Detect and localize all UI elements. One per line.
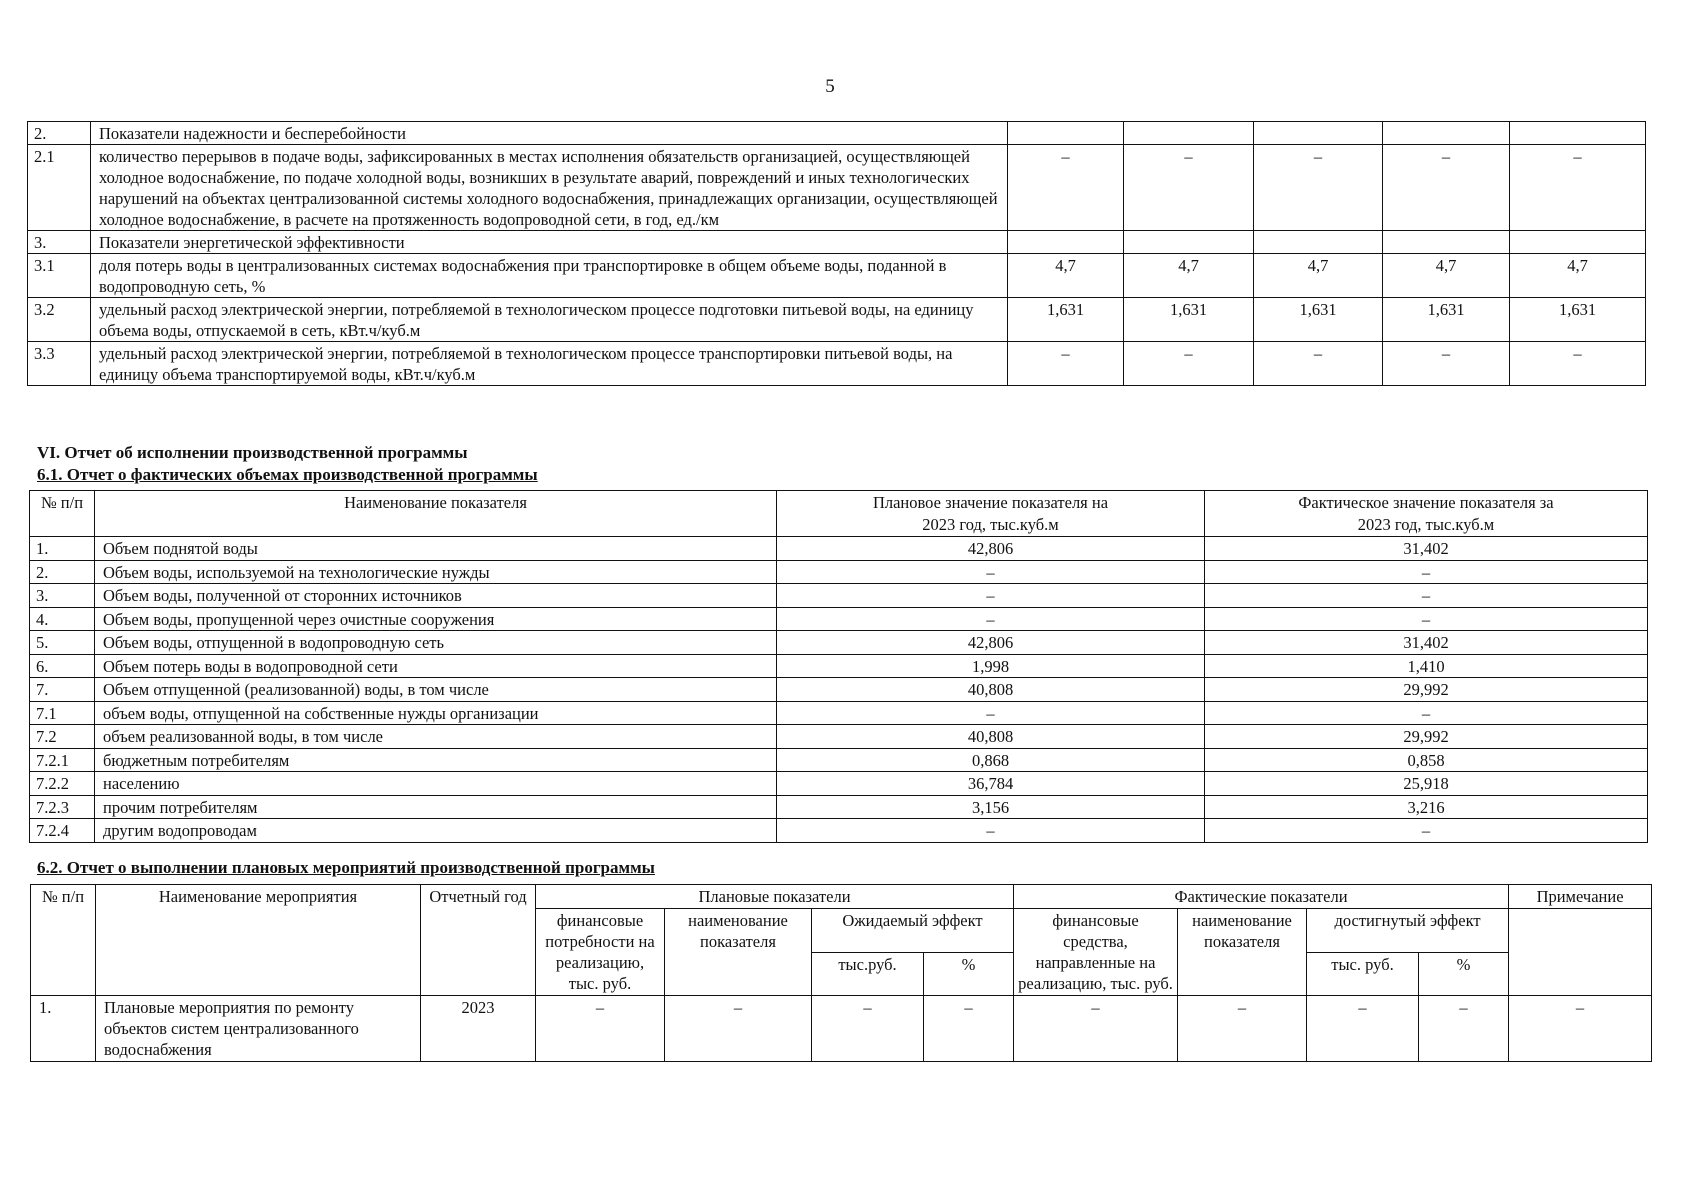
table-row [30, 631, 1648, 655]
table-row [30, 560, 1648, 584]
table-row [30, 537, 1648, 561]
header-num: № п/п [31, 885, 96, 996]
row-num: 7.2.4 [30, 819, 95, 843]
value-cell: – [1383, 342, 1510, 386]
header-fact-value: Фактическое значение показателя за 2023 год, тыс.куб.м [1205, 491, 1648, 537]
fact-value: – [1205, 607, 1648, 631]
row-num: 7.1 [30, 701, 95, 725]
header-note-empty [1509, 909, 1652, 996]
value-cell [1008, 122, 1124, 145]
row-name: Объем отпущенной (реализованной) воды, в том числе [95, 678, 777, 702]
value-cell: – [1124, 145, 1254, 231]
header-plan-rub: тыс.руб. [812, 952, 924, 996]
value-cell [1254, 231, 1383, 254]
table-row [28, 231, 1646, 254]
value-cell [1008, 231, 1124, 254]
table-row [30, 678, 1648, 702]
row-name: Объем воды, используемой на технологические нужды [95, 560, 777, 584]
value-cell [1124, 122, 1254, 145]
table-row [30, 725, 1648, 749]
fact-value: – [1205, 819, 1648, 843]
plan-value: 40,808 [777, 678, 1205, 702]
row-num: 5. [30, 631, 95, 655]
value-cell: – [1307, 996, 1419, 1062]
value-cell: – [1254, 342, 1383, 386]
table-row [31, 996, 1652, 1062]
row-name: Объем воды, полученной от сторонних источников [95, 584, 777, 608]
table-row [28, 254, 1646, 298]
row-num: 3.3 [28, 342, 91, 386]
row-name: прочим потребителям [95, 795, 777, 819]
value-cell: – [1008, 342, 1124, 386]
indicators-table [27, 121, 1646, 386]
fact-value: 29,992 [1205, 678, 1648, 702]
fact-value: 25,918 [1205, 772, 1648, 796]
value-cell: 1,631 [1124, 298, 1254, 342]
row-num: 7.2.3 [30, 795, 95, 819]
table-row [28, 145, 1646, 231]
plan-value: 0,868 [777, 748, 1205, 772]
row-num: 7.2.2 [30, 772, 95, 796]
value-cell: – [1124, 342, 1254, 386]
value-cell [1510, 122, 1646, 145]
header-fact-indicator: наименование показателя [1178, 909, 1307, 996]
header-fact-fin: финансовые средства, направленные на реализацию, тыс. руб. [1014, 909, 1178, 996]
fact-value: 31,402 [1205, 537, 1648, 561]
value-cell: – [1509, 996, 1652, 1062]
row-name: Объем поднятой воды [95, 537, 777, 561]
plan-value: 1,998 [777, 654, 1205, 678]
report-year: 2023 [421, 996, 536, 1062]
value-cell: – [1419, 996, 1509, 1062]
row-num: 7.2 [30, 725, 95, 749]
plan-value: – [777, 584, 1205, 608]
row-name: удельный расход электрической энергии, потребляемой в технологическом процессе подготовки питьевой воды, на единицу объема воды, отпускаемой в сеть, кВт.ч/куб.м [91, 298, 1008, 342]
value-cell: 4,7 [1510, 254, 1646, 298]
header-year: Отчетный год [421, 885, 536, 996]
page-number: 5 [825, 76, 835, 97]
table-row [28, 298, 1646, 342]
row-name: удельный расход электрической энергии, потребляемой в технологическом процессе транспортировки питьевой воды, на единицу объема транспортируемой воды, кВт.ч/куб.м [91, 342, 1008, 386]
value-cell: – [1510, 145, 1646, 231]
row-num: 6. [30, 654, 95, 678]
value-cell: 4,7 [1008, 254, 1124, 298]
header-num: № п/п [30, 491, 95, 537]
value-cell: 4,7 [1383, 254, 1510, 298]
value-cell [1254, 122, 1383, 145]
header-activity-name: Наименование мероприятия [96, 885, 421, 996]
fact-value: 0,858 [1205, 748, 1648, 772]
row-num: 3. [28, 231, 91, 254]
value-cell: 1,631 [1254, 298, 1383, 342]
table-row [30, 701, 1648, 725]
table-row [30, 584, 1648, 608]
row-num: 1. [31, 996, 96, 1062]
row-name: доля потерь воды в централизованных системах водоснабжения при транспортировке в общем объеме воды, поданной в водопроводную сеть, % [91, 254, 1008, 298]
row-name: населению [95, 772, 777, 796]
plan-value: – [777, 819, 1205, 843]
row-name: бюджетным потребителям [95, 748, 777, 772]
header-fact-effect: достигнутый эффект [1307, 909, 1509, 953]
value-cell [1383, 122, 1510, 145]
value-cell [1124, 231, 1254, 254]
header-indicator-name: Наименование показателя [95, 491, 777, 537]
activity-name: Плановые мероприятия по ремонту объектов систем централизованного водоснабжения [96, 996, 421, 1062]
plan-value: 36,784 [777, 772, 1205, 796]
row-num: 7.2.1 [30, 748, 95, 772]
plan-value: – [777, 607, 1205, 631]
value-cell: 1,631 [1008, 298, 1124, 342]
row-num: 3.2 [28, 298, 91, 342]
value-cell: – [924, 996, 1014, 1062]
table-row [30, 772, 1648, 796]
table-row [30, 748, 1648, 772]
fact-value: – [1205, 701, 1648, 725]
plan-value: 42,806 [777, 631, 1205, 655]
header-plan-pct: % [924, 952, 1014, 996]
row-name: Объем воды, отпущенной в водопроводную сеть [95, 631, 777, 655]
header-plan-value: Плановое значение показателя на 2023 год, тыс.куб.м [777, 491, 1205, 537]
value-cell: – [1008, 145, 1124, 231]
row-num: 1. [30, 537, 95, 561]
value-cell [1383, 231, 1510, 254]
row-name: объем воды, отпущенной на собственные нужды организации [95, 701, 777, 725]
fact-value: – [1205, 560, 1648, 584]
row-name: Объем воды, пропущенной через очистные сооружения [95, 607, 777, 631]
fact-value: 1,410 [1205, 654, 1648, 678]
header-plan-effect: Ожидаемый эффект [812, 909, 1014, 953]
header-fact-pct: % [1419, 952, 1509, 996]
table-row [28, 342, 1646, 386]
section-6-title: VI. Отчет об исполнении производственной программы [37, 443, 468, 462]
header-note: Примечание [1509, 885, 1652, 909]
activities-table [30, 884, 1652, 1062]
fact-value: – [1205, 584, 1648, 608]
table-row [30, 607, 1648, 631]
volumes-table [29, 490, 1648, 843]
table-row [30, 654, 1648, 678]
table-row [28, 122, 1646, 145]
row-num: 3. [30, 584, 95, 608]
plan-value: 42,806 [777, 537, 1205, 561]
value-cell: 4,7 [1124, 254, 1254, 298]
plan-value: – [777, 701, 1205, 725]
value-cell: – [536, 996, 665, 1062]
value-cell: – [1254, 145, 1383, 231]
value-cell: – [1383, 145, 1510, 231]
row-num: 3.1 [28, 254, 91, 298]
table-row [30, 795, 1648, 819]
header-plan-indicator: наименование показателя [665, 909, 812, 996]
row-num: 2.1 [28, 145, 91, 231]
value-cell: 4,7 [1254, 254, 1383, 298]
value-cell: 1,631 [1510, 298, 1646, 342]
table-row [30, 819, 1648, 843]
row-num: 2. [30, 560, 95, 584]
value-cell: – [1014, 996, 1178, 1062]
section-6-2-title: 6.2. Отчет о выполнении плановых мероприятий производственной программы [37, 858, 655, 877]
row-name: Показатели энергетической эффективности [91, 231, 1008, 254]
plan-value: 3,156 [777, 795, 1205, 819]
value-cell: 1,631 [1383, 298, 1510, 342]
row-name: объем реализованной воды, в том числе [95, 725, 777, 749]
fact-value: 31,402 [1205, 631, 1648, 655]
row-name: количество перерывов в подаче воды, зафиксированных в местах исполнения обязательств организацией, осуществляющей холодное водоснабжение, по подаче холодной воды, возникших в результате аварий, повреждений и иных технологических нарушений на объектах централизованной системы холодного водоснабжения, принадлежащих организации, осуществляющей холодное водоснабжение, в расчете на протяженность водопроводной сети, в год, ед./км [91, 145, 1008, 231]
header-fact-group: Фактические показатели [1014, 885, 1509, 909]
header-plan-group: Плановые показатели [536, 885, 1014, 909]
row-name: Показатели надежности и бесперебойности [91, 122, 1008, 145]
row-num: 7. [30, 678, 95, 702]
plan-value: 40,808 [777, 725, 1205, 749]
row-num: 4. [30, 607, 95, 631]
value-cell: – [1510, 342, 1646, 386]
fact-value: 29,992 [1205, 725, 1648, 749]
value-cell [1510, 231, 1646, 254]
row-name: другим водопроводам [95, 819, 777, 843]
section-6-1-title: 6.1. Отчет о фактических объемах производственной программы [37, 465, 538, 484]
value-cell: – [1178, 996, 1307, 1062]
header-fact-rub: тыс. руб. [1307, 952, 1419, 996]
header-plan-fin: финансовые потребности на реализацию, тыс. руб. [536, 909, 665, 996]
row-num: 2. [28, 122, 91, 145]
fact-value: 3,216 [1205, 795, 1648, 819]
value-cell: – [665, 996, 812, 1062]
plan-value: – [777, 560, 1205, 584]
row-name: Объем потерь воды в водопроводной сети [95, 654, 777, 678]
value-cell: – [812, 996, 924, 1062]
